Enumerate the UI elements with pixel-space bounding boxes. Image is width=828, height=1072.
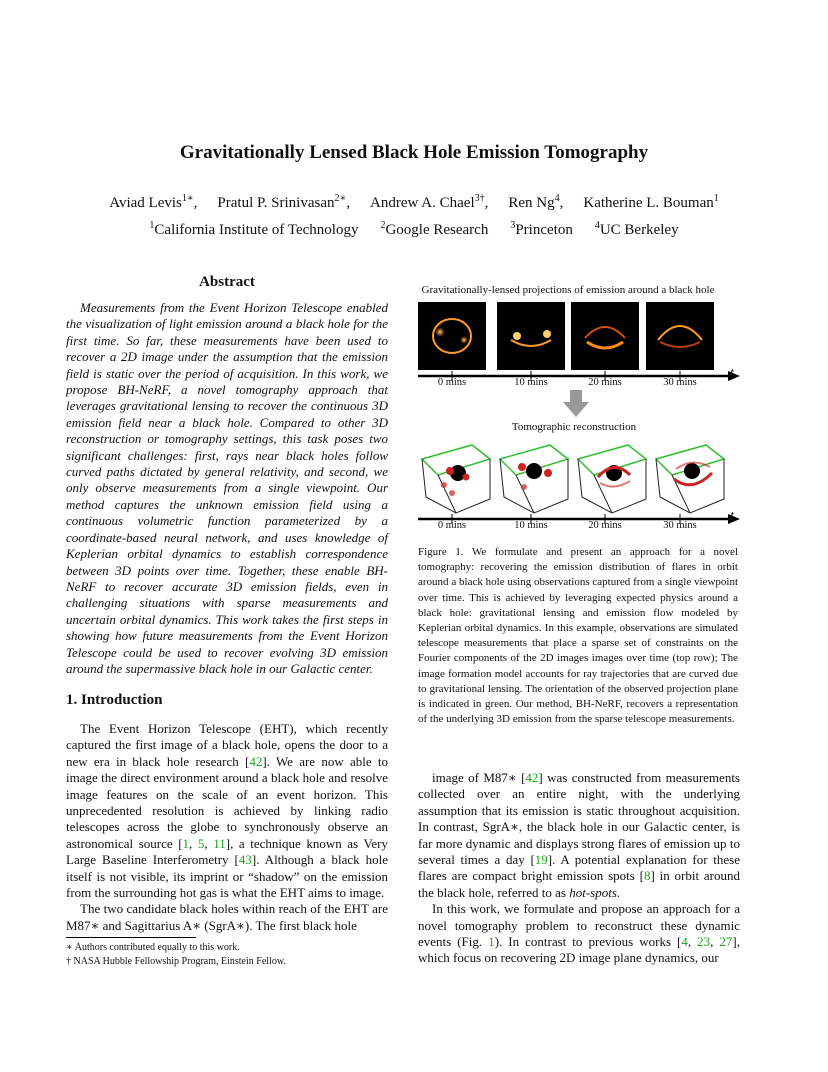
citation-link[interactable]: 11 <box>213 835 226 851</box>
time-label-bottom-3: 30 mins <box>663 520 697 531</box>
reconstruction-cube-0 <box>422 445 490 513</box>
citation-link[interactable]: 43 <box>238 852 252 868</box>
citation-link[interactable]: 27 <box>719 934 733 950</box>
text-run: Figure 1. We formulate and present an approach for a novel tomography: recovering the emission distribution of flares in orbit around a black hole using observations captured from a single viewpoint over time. This is achieved by leveraging expected physics around a black hole: gravitational lensing and emission flow modeled by Keplerian orbital dynamics. In this example, observations are simulated telescope measurements that place a sparse set of constraints on the Fourier components of the 2D images images over time (top row); The image formation model accounts for ray trajectories that are curved due to gravitational lensing. The orientation of the observed projection plane is indicated in green. Our method, BH-NeRF, recovers a representation of the underlying 3D emission from the sparse telescope measurements. <box>418 546 738 726</box>
citation-link[interactable]: 5 <box>197 835 205 851</box>
time-label-bottom-2: 20 mins <box>588 520 622 531</box>
emphasis: hot-spots <box>569 884 617 900</box>
citation-link[interactable]: 23 <box>697 934 711 950</box>
citation-link[interactable]: 1 <box>182 835 190 851</box>
text-run: ]. Although a black hole itself is not visible, its imprint or “shadow” on the emission from the surrounding hot gas is what the EHT aims to image. <box>66 852 388 901</box>
reconstruction-cube-1 <box>500 445 568 513</box>
author-name: Andrew A. Chael$^{3\dagger}$, <box>370 193 489 211</box>
affiliation: $^3$Princeton <box>510 220 573 238</box>
section-heading-introduction: 1. Introduction <box>66 692 163 708</box>
time-label-top-3: 30 mins <box>663 377 697 388</box>
time-axis-symbol-top: t <box>730 366 734 381</box>
citation-link[interactable]: 1 <box>488 934 495 950</box>
figure-top-label: Gravitationally-lensed projections of emission around a black hole <box>421 284 715 296</box>
text-run: ). In contrast to previous works [ <box>494 934 682 950</box>
citation-link[interactable]: 42 <box>525 770 539 785</box>
text-run: , <box>204 835 214 851</box>
right-paragraph-2 <box>418 901 740 967</box>
footnote-fellowship: † NASA Hubble Fellowship Program, Einstein Fellow. <box>66 956 286 967</box>
footnote-rule <box>66 937 196 938</box>
down-arrow-icon <box>562 390 590 418</box>
text-run: , <box>189 835 198 851</box>
author-name: Ren Ng$^4$, <box>508 193 564 211</box>
projection-image-1 <box>497 302 565 370</box>
citation-link[interactable]: 19 <box>534 852 548 868</box>
text-run: In this work, we formulate and propose an approach for a novel tomography problem to reconstruct these dynamic events (Fig. <box>418 901 740 950</box>
time-label-top-1: 10 mins <box>514 377 548 388</box>
figure-mid-label: Tomographic reconstruction <box>511 421 637 433</box>
text-run: image of M87∗ [ <box>432 770 526 785</box>
intro-paragraph-2: The two candidate black holes within reach of the EHT are M87∗ and Sagittarius A∗ (SgrA∗). The first black hole <box>66 901 388 933</box>
citation-link[interactable]: 8 <box>643 868 651 884</box>
text-run: ] was constructed from measurements collected over an entire night, with the underlying assumption that its emission is static throughout acquisition. In contrast, SgrA∗, the black hole in our Galactic center, is far more dynamic and displays strong flares of emission up to several times a day [ <box>418 770 740 868</box>
text-run: . <box>616 884 621 900</box>
author-name: Katherine L. Bouman$^1$ <box>583 193 719 211</box>
affiliation-list <box>0 222 828 239</box>
projection-image-2 <box>571 302 639 370</box>
time-label-bottom-0: 0 mins <box>437 520 467 531</box>
author-name: Aviad Levis$^{1∗}$, <box>109 193 198 211</box>
projection-image-0 <box>418 302 486 370</box>
affiliation: $^1$California Institute of Technology <box>149 220 359 238</box>
text-run: ] in orbit around the black hole, referred to as <box>418 868 741 900</box>
time-label-top-0: 0 mins <box>437 377 467 388</box>
paper-title: Gravitationally Lensed Black Hole Emission Tomography <box>179 142 649 163</box>
time-label-bottom-1: 10 mins <box>514 520 548 531</box>
text-run: ]. A potential explanation for these flares are compact bright emission spots [ <box>418 852 740 884</box>
abstract-text: Measurements from the Event Horizon Telescope enabled the visualization of light emission around a black hole for the first time. So far, these measurements have been used to recover a 2D image under the assumption that the emission field is static over the period of acquisition. In this work, we propose BH-NeRF, a novel tomography approach that leverages gravitational lensing to recover the continuous 3D emission field near a black hole. Compared to other 3D reconstruction or tomography settings, this task poses two significant challenges: first, rays near black holes follow curved paths dictated by general relativity, and second, we only observe measurements from a single viewpoint. Our method captures the unknown emission field using a continuous volumetric function parameterized by a coordinate-based neural network, and uses knowledge of Keplerian orbital dynamics to establish correspondence between 3D points over time. Together, these enable BH-NeRF to recover accurate 3D emission fields, even in challenging situations with sparse measurements and uncertain orbital dynamics. This work takes the first steps in showing how future measurements from the Event Horizon Telescope could be used to recover evolving 3D emission around the supermassive black hole in our Galactic center. <box>66 300 388 676</box>
text-run: The Event Horizon Telescope (EHT), which recently captured the first image of a black hole, opens the door to a new era in black hole research [ <box>66 721 388 769</box>
author-name: Pratul P. Srinivasan$^{2∗}$, <box>217 193 351 211</box>
affiliation: $^4$UC Berkeley <box>594 220 679 238</box>
time-label-top-2: 20 mins <box>588 377 622 388</box>
right-column-text <box>418 770 740 967</box>
intro-column <box>66 721 388 934</box>
citation-link[interactable]: 42 <box>249 753 263 769</box>
text-run: , <box>687 934 698 950</box>
text-run: , <box>710 934 720 950</box>
reconstruction-cubes <box>418 437 730 515</box>
reconstruction-cube-2 <box>578 445 646 513</box>
author-list <box>0 195 828 212</box>
text-run: ], which focus on recovering 2D image plane dynamics, our <box>418 934 741 966</box>
time-axis-symbol-bottom: t <box>730 509 734 524</box>
text-run: ], a technique known as Very Large Baseline Interferometry [ <box>66 835 389 868</box>
projection-image-3 <box>646 302 714 370</box>
affiliation: $^2$Google Research <box>380 220 489 238</box>
intro-paragraph-1 <box>66 721 388 901</box>
reconstruction-cube-3 <box>656 445 724 513</box>
right-paragraph-1 <box>418 770 740 901</box>
footnotes <box>66 941 388 969</box>
citation-link[interactable]: 4 <box>681 934 688 950</box>
footnote-equal-contribution: ∗ Authors contributed equally to this work. <box>66 942 240 953</box>
figure-caption <box>418 545 738 727</box>
text-run: ]. We are now able to image the direct environment around a black hole and resolve image features on the scale of an event horizon. This unprecedented resolution is achieved by linking radio telescopes across the globe to synchronously observe an astronomical source [ <box>66 753 388 851</box>
abstract-heading: Abstract <box>199 274 255 290</box>
